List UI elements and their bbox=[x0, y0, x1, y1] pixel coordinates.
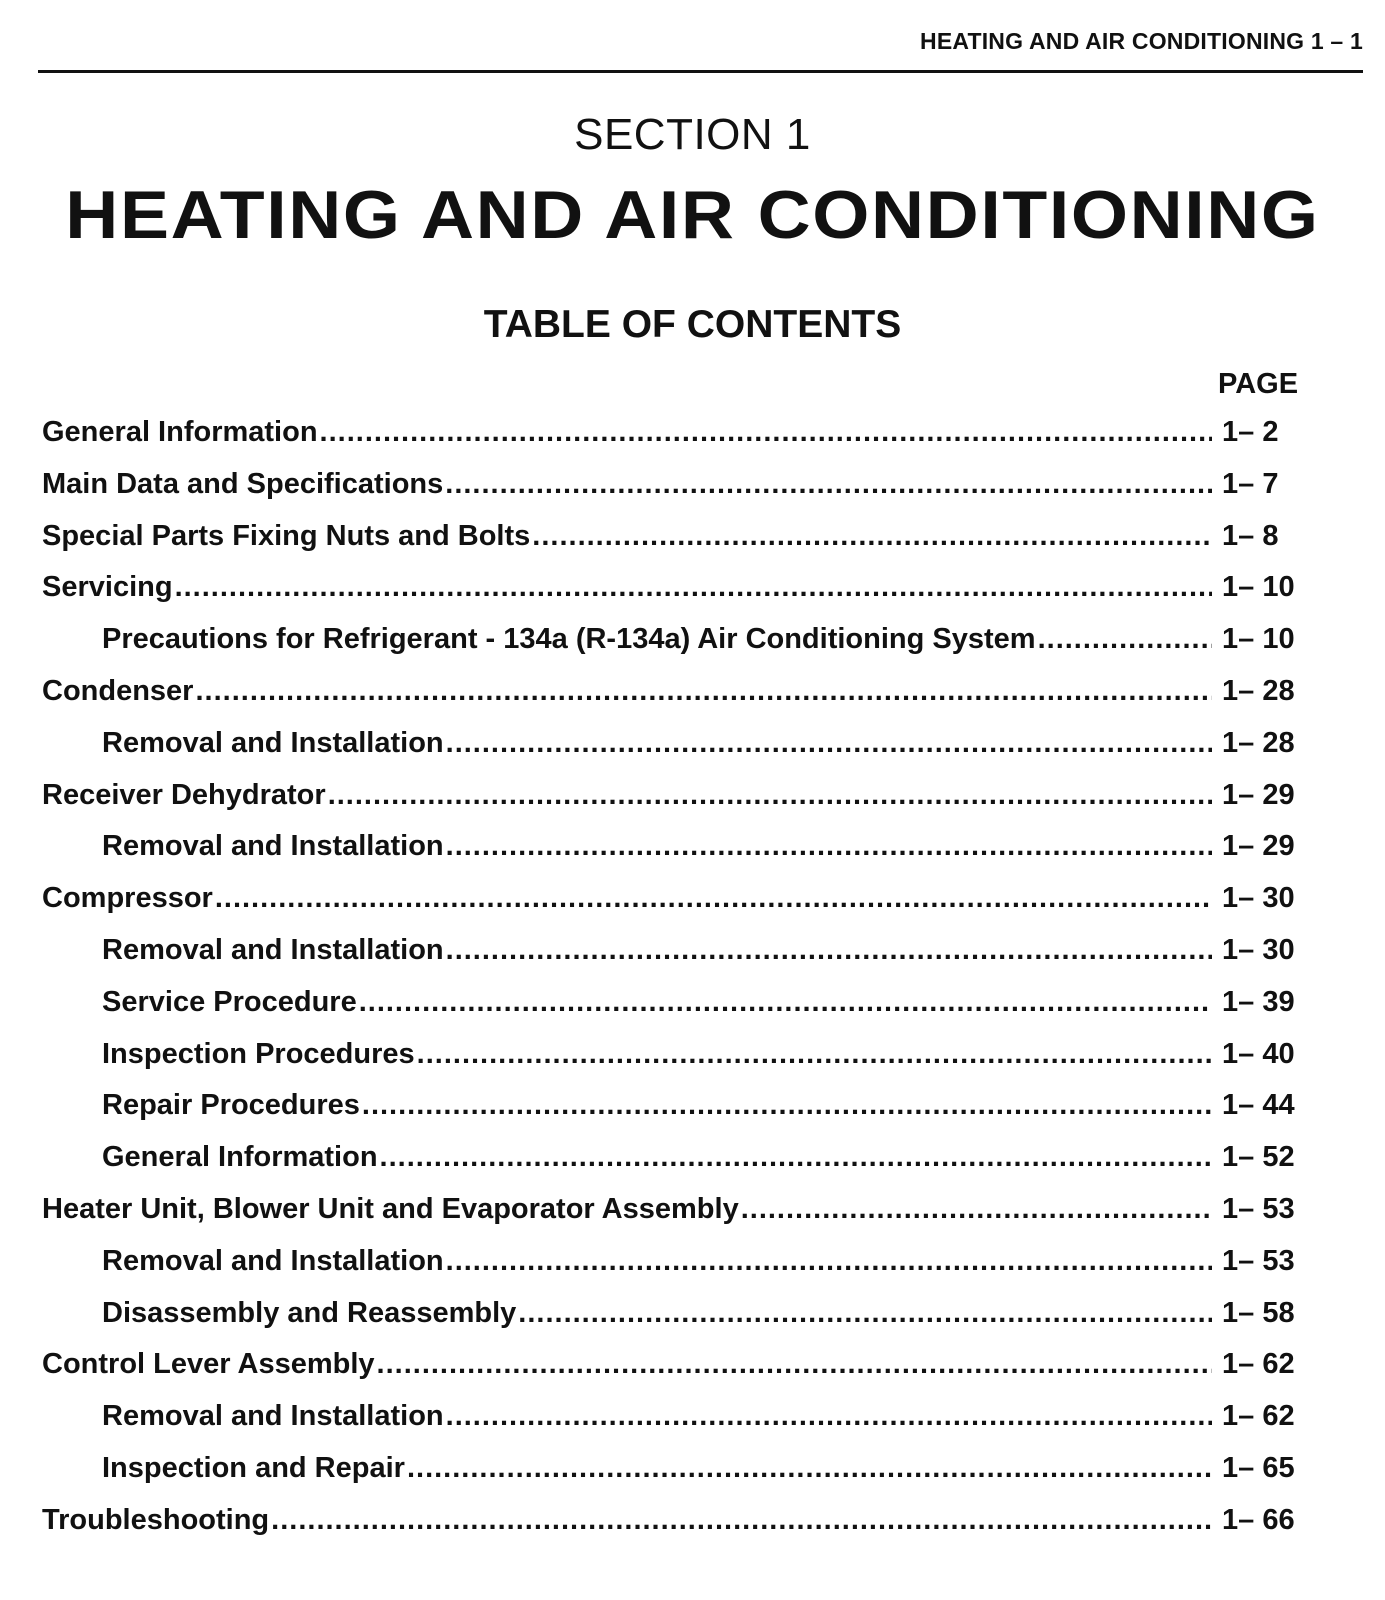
toc-dot-leader bbox=[215, 882, 1212, 915]
toc-dot-leader bbox=[417, 1038, 1212, 1071]
toc-entry-label: Troubleshooting bbox=[42, 1503, 270, 1536]
toc-entry[interactable] bbox=[42, 986, 1312, 1038]
toc-entry-label: Servicing bbox=[42, 571, 173, 604]
toc-entry-label: General Information bbox=[42, 416, 318, 448]
toc-dot-leader bbox=[195, 675, 1212, 708]
toc-entry-label: Removal and Installation bbox=[102, 726, 444, 759]
page-column-label: PAGE bbox=[1218, 368, 1299, 400]
running-header: HEATING AND AIR CONDITIONING 1 – 1 bbox=[920, 28, 1363, 54]
toc-entry-label: Condenser bbox=[42, 674, 194, 707]
toc-entry-label: Compressor bbox=[42, 882, 213, 915]
toc-entry-label: Control Lever Assembly bbox=[42, 1348, 375, 1381]
toc-entry[interactable] bbox=[42, 675, 1312, 727]
toc-entry[interactable] bbox=[42, 571, 1312, 623]
toc-entry-page: 1– 53 bbox=[1222, 1192, 1295, 1225]
toc-entry-page: 1– 30 bbox=[1222, 882, 1295, 915]
toc-entry[interactable] bbox=[42, 1348, 1312, 1400]
toc-entry-page: 1– 40 bbox=[1222, 1037, 1295, 1070]
toc-dot-leader bbox=[328, 779, 1212, 812]
toc-entry-page: 1– 52 bbox=[1222, 1141, 1295, 1174]
toc-dot-leader bbox=[320, 416, 1212, 449]
toc-entry-page: 1– 53 bbox=[1222, 1244, 1295, 1277]
toc-title: TABLE OF CONTENTS bbox=[483, 303, 902, 346]
toc-entry[interactable] bbox=[42, 1141, 1312, 1193]
toc-entry-label: General Information bbox=[102, 1141, 378, 1174]
table-of-contents bbox=[42, 416, 1312, 1556]
toc-dot-leader bbox=[518, 1297, 1212, 1330]
toc-entry-page: 1– 58 bbox=[1222, 1296, 1295, 1329]
toc-entry-page: 1– 10 bbox=[1222, 571, 1295, 604]
toc-entry[interactable] bbox=[42, 1504, 1312, 1556]
toc-entry[interactable] bbox=[42, 779, 1312, 831]
toc-entry[interactable] bbox=[42, 830, 1312, 882]
toc-entry-page: 1– 62 bbox=[1222, 1348, 1295, 1381]
section-title: HEATING AND AIR CONDITIONING bbox=[65, 177, 1320, 253]
toc-entry[interactable] bbox=[42, 1297, 1312, 1349]
toc-entry[interactable] bbox=[42, 1038, 1312, 1090]
toc-entry[interactable] bbox=[42, 882, 1312, 934]
header-rule bbox=[38, 70, 1363, 73]
toc-entry[interactable] bbox=[42, 1089, 1312, 1141]
toc-entry[interactable] bbox=[42, 1452, 1312, 1504]
toc-entry-page: 1– 10 bbox=[1222, 623, 1295, 656]
toc-entry[interactable] bbox=[42, 416, 1312, 468]
toc-entry-page: 1– 2 bbox=[1222, 416, 1279, 448]
toc-entry-label: Inspection Procedures bbox=[102, 1037, 415, 1070]
toc-entry-page: 1– 8 bbox=[1222, 519, 1279, 552]
toc-dot-leader bbox=[446, 1400, 1212, 1433]
toc-entry[interactable] bbox=[42, 1193, 1312, 1245]
toc-entry[interactable] bbox=[42, 1245, 1312, 1297]
toc-dot-leader bbox=[271, 1504, 1212, 1537]
toc-entry-page: 1– 39 bbox=[1222, 985, 1295, 1018]
toc-entry-label: Removal and Installation bbox=[102, 1400, 444, 1433]
section-label: SECTION 1 bbox=[574, 110, 811, 159]
toc-entry[interactable] bbox=[42, 934, 1312, 986]
toc-dot-leader bbox=[175, 571, 1212, 604]
toc-entry-label: Main Data and Specifications bbox=[42, 467, 444, 500]
toc-entry-label: Receiver Dehydrator bbox=[42, 778, 326, 811]
toc-entry-page: 1– 28 bbox=[1222, 674, 1295, 707]
toc-entry-label: Removal and Installation bbox=[102, 830, 444, 863]
toc-entry-label: Repair Procedures bbox=[102, 1089, 360, 1122]
toc-dot-leader bbox=[445, 468, 1212, 501]
toc-entry-page: 1– 7 bbox=[1222, 467, 1279, 500]
toc-dot-leader bbox=[446, 934, 1212, 967]
toc-entry-label: Inspection and Repair bbox=[102, 1451, 405, 1484]
toc-dot-leader bbox=[407, 1452, 1212, 1485]
toc-entry-label: Disassembly and Reassembly bbox=[102, 1296, 517, 1329]
toc-dot-leader bbox=[446, 727, 1212, 760]
toc-dot-leader bbox=[741, 1193, 1212, 1226]
toc-entry[interactable] bbox=[42, 727, 1312, 779]
toc-dot-leader bbox=[446, 1245, 1212, 1278]
toc-entry-page: 1– 62 bbox=[1222, 1400, 1295, 1433]
toc-entry-label: Precautions for Refrigerant - 134a (R-134a) Air Conditioning System bbox=[102, 623, 1036, 656]
toc-entry[interactable] bbox=[42, 623, 1312, 675]
toc-dot-leader bbox=[1038, 623, 1212, 656]
toc-dot-leader bbox=[377, 1348, 1212, 1381]
toc-entry-page: 1– 65 bbox=[1222, 1451, 1295, 1484]
toc-dot-leader bbox=[359, 986, 1212, 1019]
toc-entry[interactable] bbox=[42, 520, 1312, 572]
toc-entry-page: 1– 30 bbox=[1222, 933, 1295, 966]
toc-entry-page: 1– 28 bbox=[1222, 726, 1295, 759]
toc-entry-label: Special Parts Fixing Nuts and Bolts bbox=[42, 519, 531, 552]
toc-dot-leader bbox=[380, 1141, 1212, 1174]
toc-entry-label: Service Procedure bbox=[102, 985, 357, 1018]
toc-entry-label: Heater Unit, Blower Unit and Evaporator Assembly bbox=[42, 1192, 739, 1225]
toc-dot-leader bbox=[446, 830, 1212, 863]
toc-entry-label: Removal and Installation bbox=[102, 933, 444, 966]
toc-entry[interactable] bbox=[42, 468, 1312, 520]
toc-entry-label: Removal and Installation bbox=[102, 1244, 444, 1277]
toc-entry-page: 1– 44 bbox=[1222, 1089, 1295, 1122]
toc-entry[interactable] bbox=[42, 1400, 1312, 1452]
toc-entry-page: 1– 29 bbox=[1222, 830, 1295, 863]
toc-dot-leader bbox=[362, 1089, 1212, 1122]
toc-dot-leader bbox=[532, 520, 1212, 553]
toc-entry-page: 1– 66 bbox=[1222, 1503, 1295, 1536]
toc-entry-page: 1– 29 bbox=[1222, 778, 1295, 811]
